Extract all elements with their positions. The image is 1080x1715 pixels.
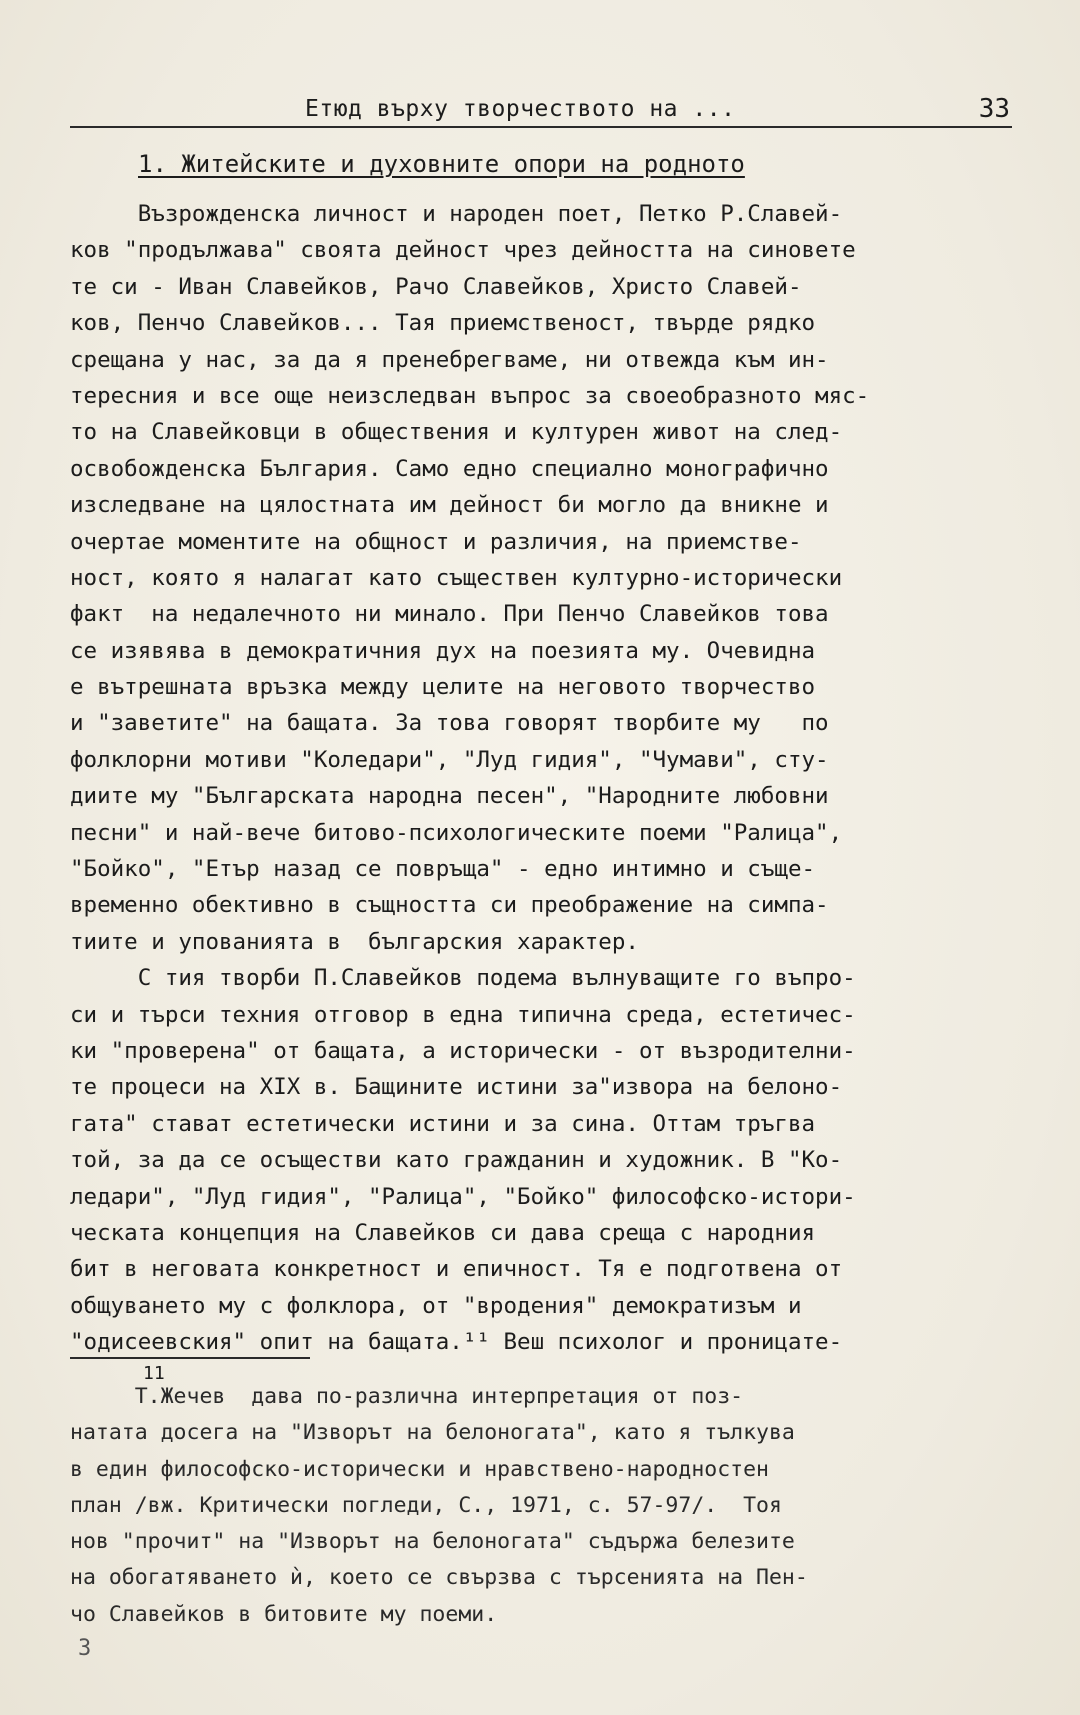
body-line: бит в неговата конкретност и епичност. Тя е подготвена от	[70, 1256, 843, 1283]
footnote-line: чо Славейков в битовите му поеми.	[70, 1601, 498, 1627]
footnote-line: на обогатяването ѝ, което се свързва с търсенията на Пен-	[70, 1565, 808, 1591]
footnote-line: план /вж. Критически погледи, С., 1971, с. 57-97/. Тоя	[70, 1492, 782, 1518]
body-line: изследване на цялостната им дейност би могло да вникне и	[70, 492, 829, 519]
body-line: "Бойко", "Етър назад се повръща" - едно интимно и съще-	[70, 856, 816, 883]
body-line: временно обективно в същността си преображение на симпа-	[70, 892, 829, 919]
body-line: си и търси техния отговор в една типична среда, естетичес-	[70, 1001, 856, 1028]
body-line: ност, която я налагат като съществен културно-исторически	[70, 564, 843, 591]
footnote-line: в един философско-исторически и нравствено-народностен	[70, 1456, 769, 1482]
body-line: срещана у нас, за да я пренебрегваме, ни отвежда към ин-	[70, 346, 829, 373]
footnote-line: Т.Жечев дава по-различна интерпретация от поз-	[70, 1384, 744, 1409]
body-line: ческата концепция на Славейков си дава среща с народния	[70, 1219, 816, 1246]
body-line: диите му "Българската народна песен", "Народните любовни	[70, 783, 829, 810]
signature-mark: 3	[78, 1636, 92, 1661]
body-line: тиите и упованията в българския характер.	[70, 928, 639, 955]
footnote-line: нов "прочит" на "Изворът на белоногата" съдържа белезите	[70, 1529, 795, 1555]
body-line: те си - Иван Славейков, Рачо Славейков, Христо Славей-	[70, 273, 802, 300]
footnote	[70, 1379, 1030, 1633]
body-line: ков "продължава" своята дейност чрез дейността на синовете	[70, 237, 856, 264]
body-line: ледари", "Луд гидия", "Ралица", "Бойко" философско-истори-	[70, 1183, 856, 1210]
body-line: "одисеевския" опит на бащата.¹¹ Веш психолог и проницате-	[70, 1329, 843, 1356]
body-line: общуването му с фолклора, от "вродения" демократизъм и	[70, 1292, 802, 1319]
body-line: Възрожденска личност и народен поет, Петко Р.Славей-	[70, 201, 843, 227]
body-line: С тия творби П.Славейков подема вълнуващите го въпро-	[70, 965, 856, 992]
footnote-line: натата досега на "Изворът на белоногата", като я тълкува	[70, 1420, 795, 1446]
body-line: той, за да се осъществи като гражданин и художник. В "Ко-	[70, 1147, 843, 1174]
body-line: то на Славейковци в обществения и културен живот на след-	[70, 419, 843, 446]
body-line: освобожденска България. Само едно специално монографично	[70, 455, 829, 482]
body-line: и "заветите" на бащата. За това говорят творбите му по	[70, 710, 829, 737]
footnote-mark: 11	[143, 1363, 165, 1384]
page-number: 33	[978, 94, 1010, 124]
body-line: е вътрешната връзка между целите на неговото творчество	[70, 674, 816, 701]
running-header	[70, 96, 1012, 128]
footnote-separator	[70, 1357, 310, 1359]
body-line: песни" и най-вече битово-психологическите поеми "Ралица",	[70, 819, 843, 846]
body-line: ков, Пенчо Славейков... Тая приемственост, твърде рядко	[70, 310, 816, 337]
body-text	[70, 196, 1030, 1361]
body-line: те процеси на XIX в. Бащините истини за"извора на белоно-	[70, 1074, 843, 1101]
section-heading: 1. Житейските и духовните опори на родното	[138, 150, 745, 178]
body-line: гата" стават естетически истини и за сина. Оттам тръгва	[70, 1110, 816, 1137]
body-line: ки "проверена" от бащата, а исторически - от възродителни-	[70, 1037, 856, 1064]
body-line: фолклорни мотиви "Коледари", "Луд гидия", "Чумави", сту-	[70, 746, 829, 773]
body-line: факт на недалечното ни минало. При Пенчо Славейков това	[70, 601, 829, 628]
body-line: се изявява в демократичния дух на поезията му. Очевидна	[70, 637, 816, 664]
body-line: очертае моментите на общност и различия, на приемстве-	[70, 528, 802, 555]
running-title: Етюд върху творчеството на ...	[305, 96, 736, 122]
body-line: тересния и все още неизследван въпрос за своеобразното мяс-	[70, 382, 870, 409]
